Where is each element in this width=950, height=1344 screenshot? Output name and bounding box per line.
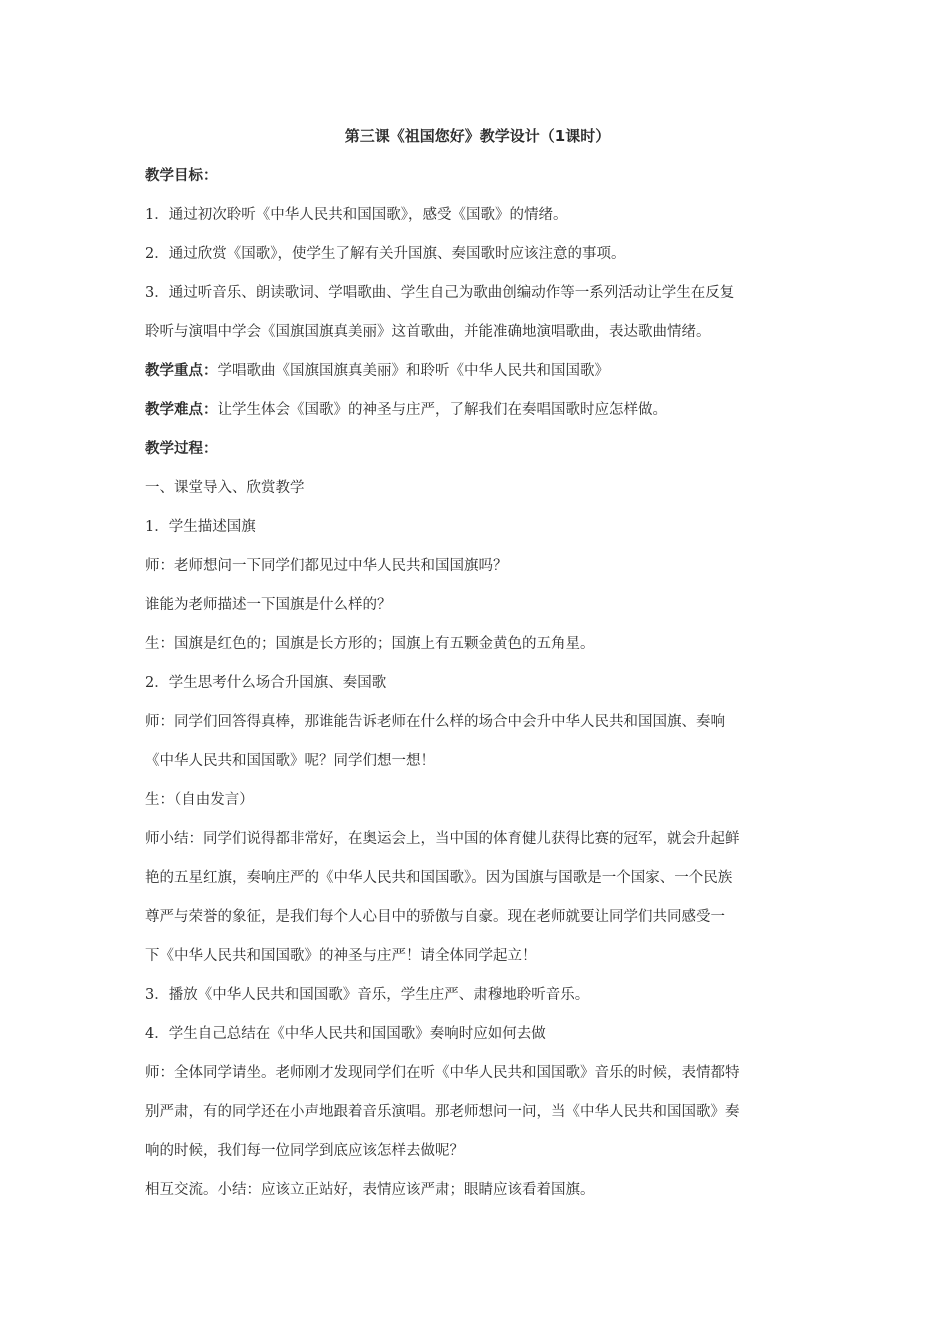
process-line: 师：老师想问一下同学们都见过中华人民共和国国旗吗？ (145, 558, 508, 574)
process-line: 艳的五星红旗，奏响庄严的《中华人民共和国国歌》。因为国旗与国歌是一个国家、一个民族 (145, 870, 733, 886)
process-line: 谁能为老师描述一下国旗是什么样的？ (145, 597, 392, 613)
objective-line: 1．通过初次聆听《中华人民共和国国歌》，感受《国歌》的情绪。 (145, 207, 568, 223)
process-line: 生：（自由发言） (145, 792, 254, 808)
process-line: 《中华人民共和国国歌》呢？同学们想一想！ (145, 753, 435, 769)
key-point-text: 学唱歌曲《国旗国旗真美丽》和聆听《中华人民共和国国歌》 (217, 363, 609, 379)
document-title: 第三课《祖国您好》教学设计（1课时） (344, 127, 611, 145)
process-heading: 教学过程： (145, 441, 218, 457)
objective-line: 3．通过听音乐、朗读歌词、学唱歌曲、学生自己为歌曲创编动作等一系列活动让学生在反复 (145, 285, 735, 301)
process-line: 下《中华人民共和国国歌》的神圣与庄严！请全体同学起立！ (145, 948, 537, 964)
difficulty-text: 让学生体会《国歌》的神圣与庄严，了解我们在奏唱国歌时应怎样做。 (217, 402, 667, 418)
process-line: 3．播放《中华人民共和国国歌》音乐，学生庄严、肃穆地聆听音乐。 (145, 987, 590, 1003)
key-point-label: 教学重点： (145, 363, 218, 379)
objective-line: 2．通过欣赏《国歌》，使学生了解有关升国旗、奏国歌时应该注意的事项。 (145, 246, 626, 262)
objective-line: 聆听与演唱中学会《国旗国旗真美丽》这首歌曲，并能准确地演唱歌曲，表达歌曲情绪。 (145, 324, 711, 340)
difficulty-row (145, 400, 810, 420)
process-line: 生：国旗是红色的；国旗是长方形的；国旗上有五颗金黄色的五角星。 (145, 636, 595, 652)
process-line: 师：全体同学请坐。老师刚才发现同学们在听《中华人民共和国国歌》音乐的时候，表情都特 (145, 1065, 740, 1081)
process-line: 2．学生思考什么场合升国旗、奏国歌 (145, 675, 387, 691)
process-line: 师：同学们回答得真棒，那谁能告诉老师在什么样的场合中会升中华人民共和国国旗、奏响 (145, 714, 725, 730)
difficulty-label: 教学难点： (145, 402, 218, 418)
process-line: 一、课堂导入、欣赏教学 (145, 480, 305, 496)
process-line: 4．学生自己总结在《中华人民共和国国歌》奏响时应如何去做 (145, 1026, 546, 1042)
key-point-row (145, 361, 810, 381)
process-line: 相互交流。小结：应该立正站好，表情应该严肃；眼睛应该看着国旗。 (145, 1182, 595, 1198)
objectives-heading: 教学目标： (145, 168, 218, 184)
process-line: 1．学生描述国旗 (145, 519, 256, 535)
process-line: 响的时候，我们每一位同学到底应该怎样去做呢？ (145, 1143, 464, 1159)
process-line: 师小结：同学们说得都非常好，在奥运会上，当中国的体育健儿获得比赛的冠军，就会升起鲜 (145, 831, 740, 847)
process-line: 别严肃，有的同学还在小声地跟着音乐演唱。那老师想问一问，当《中华人民共和国国歌》奏 (145, 1104, 740, 1120)
process-line: 尊严与荣誉的象征，是我们每个人心目中的骄傲与自豪。现在老师就要让同学们共同感受一 (145, 909, 725, 925)
